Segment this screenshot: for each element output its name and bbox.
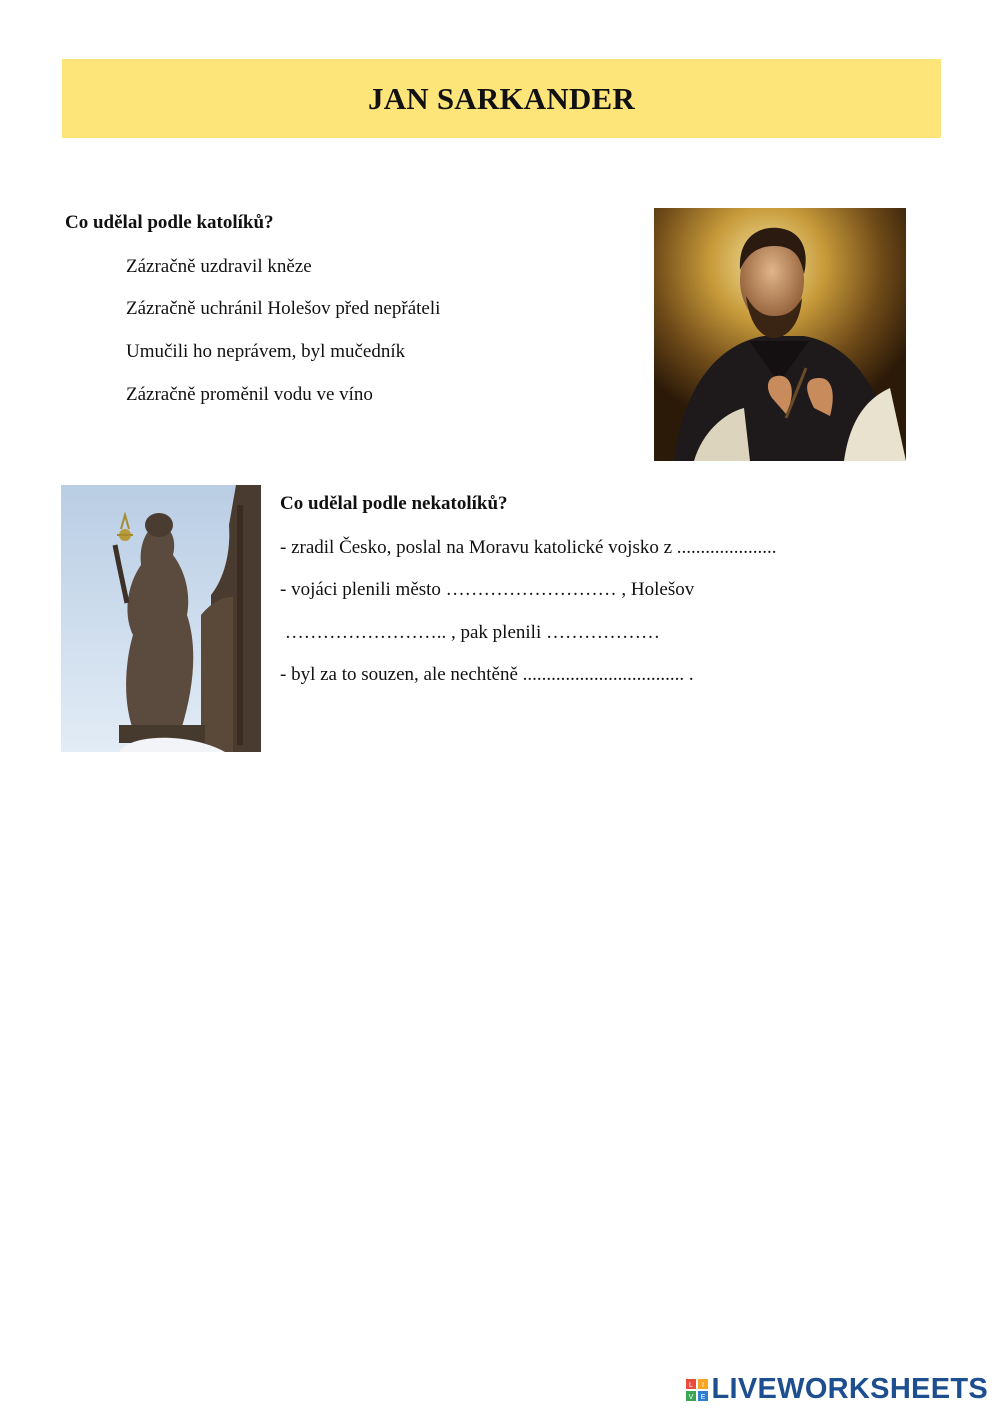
fill-in-line[interactable]: - byl za to souzen, ale nechtěně .................................. .: [280, 664, 694, 685]
liveworksheets-logo-text: LIVEWORKSHEETS: [711, 1373, 988, 1405]
liveworksheets-logo: [686, 1373, 989, 1406]
catholic-option[interactable]: Zázračně uzdravil kněze: [126, 256, 312, 277]
fill-in-line[interactable]: - zradil Česko, poslal na Moravu katolické vojsko z .....................: [280, 537, 777, 558]
catholic-heading: Co udělal podle katolíků?: [65, 212, 274, 233]
non-catholic-heading: Co udělal podle nekatolíků?: [280, 493, 508, 514]
logo-letter-e: E: [700, 1393, 705, 1401]
liveworksheets-logo-icon: [686, 1379, 708, 1401]
fill-in-line[interactable]: …………………….. , pak plenili ………………: [280, 622, 660, 643]
page-title: JAN SARKANDER: [368, 80, 635, 116]
portrait-image: [654, 208, 906, 461]
title-banner: [62, 59, 941, 138]
catholic-option[interactable]: Umučili ho neprávem, byl mučedník: [126, 341, 406, 362]
logo-letter-l: L: [688, 1381, 693, 1389]
catholic-option[interactable]: Zázračně proměnil vodu ve víno: [126, 384, 373, 405]
logo-letter-i: I: [701, 1381, 704, 1389]
fill-in-line[interactable]: - vojáci plenili město ……………………… , Holešov: [280, 579, 695, 600]
catholic-option[interactable]: Zázračně uchránil Holešov před nepřáteli: [126, 298, 441, 319]
statue-image: [61, 485, 261, 752]
logo-letter-v: V: [688, 1393, 693, 1401]
